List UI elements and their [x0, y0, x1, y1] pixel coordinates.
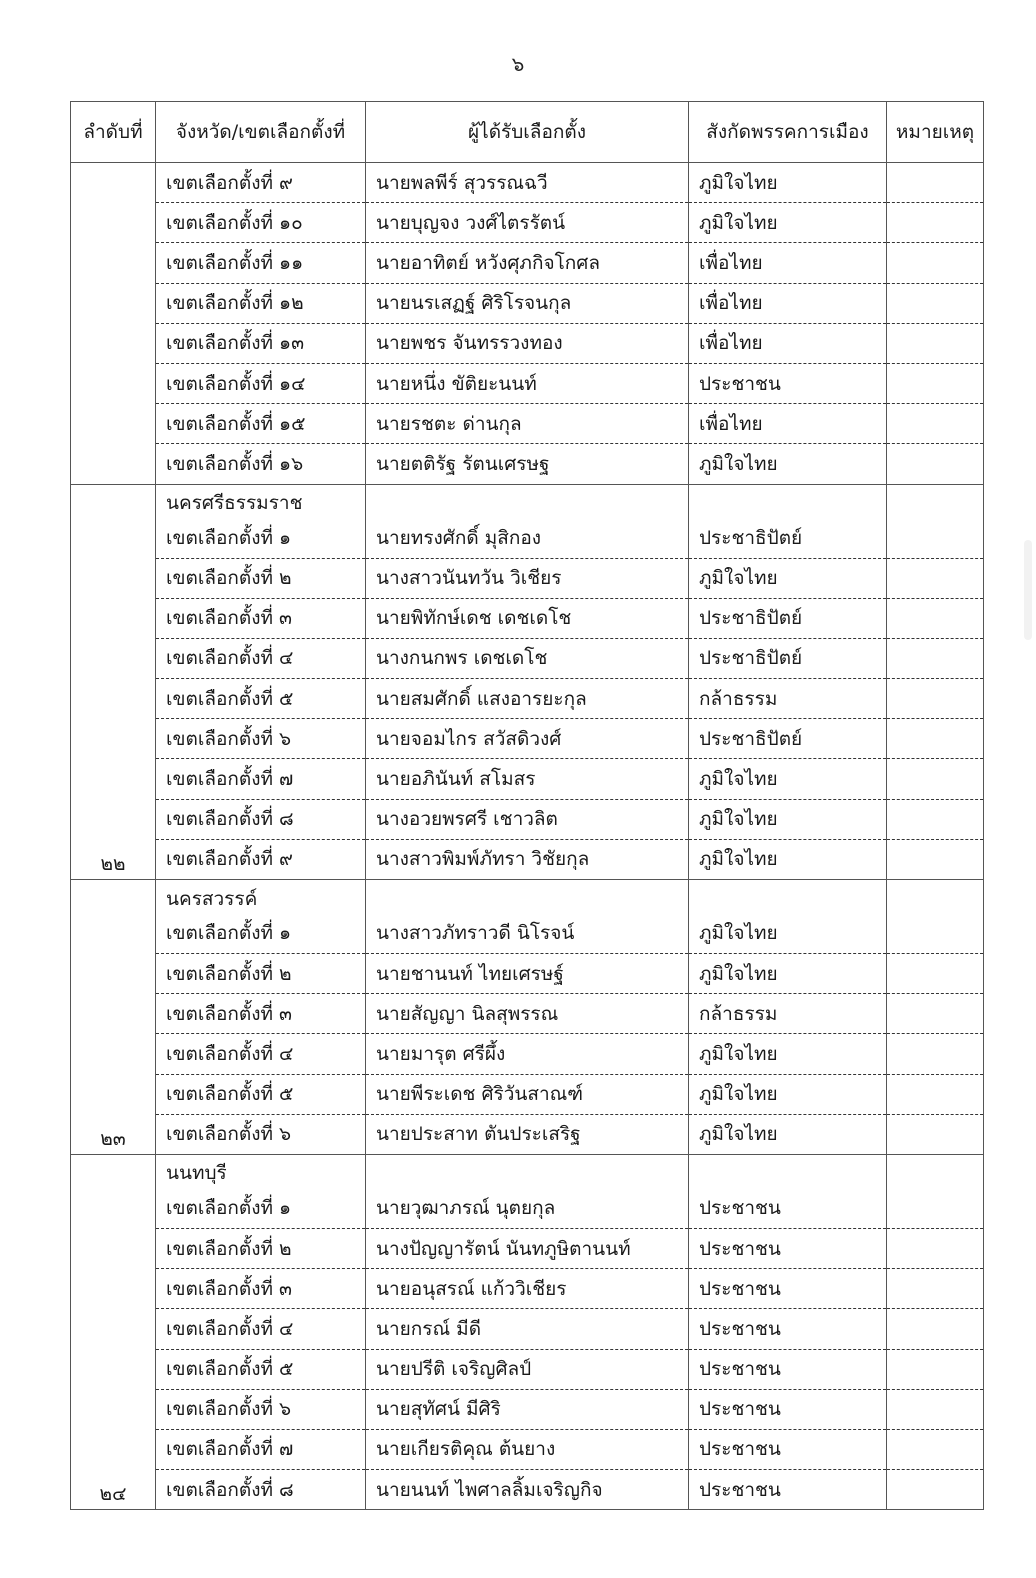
- party: เพื่อไทย: [689, 243, 887, 283]
- table-row: [71, 598, 984, 638]
- order-number: ๒๒: [71, 484, 156, 880]
- elected-person: นายสุทัศน์ มีศิริ: [366, 1389, 689, 1429]
- table-row: [71, 994, 984, 1034]
- district: เขตเลือกตั้งที่ ๖: [156, 1389, 366, 1429]
- elected-person: นายทรงศักดิ์ มุสิกอง: [366, 518, 689, 558]
- table-row: [71, 1470, 984, 1510]
- note: [887, 759, 984, 799]
- note: [887, 283, 984, 323]
- note: [887, 558, 984, 598]
- party: ประชาธิปัตย์: [689, 518, 887, 558]
- note: [887, 1228, 984, 1268]
- district: เขตเลือกตั้งที่ ๙: [156, 163, 366, 203]
- note: [887, 484, 984, 518]
- party: [689, 880, 887, 914]
- table-row: [71, 1309, 984, 1349]
- party: ประชาชน: [689, 1269, 887, 1309]
- elected-person: [366, 880, 689, 914]
- table-row: [71, 1228, 984, 1268]
- header-elected-person: ผู้ได้รับเลือกตั้ง: [366, 102, 689, 163]
- district: เขตเลือกตั้งที่ ๓: [156, 598, 366, 638]
- elected-person: นายนนท์ ไพศาลลิ้มเจริญกิจ: [366, 1470, 689, 1510]
- elected-person: นายประสาท ตันประเสริฐ: [366, 1114, 689, 1154]
- header-order: ลำดับที่: [71, 102, 156, 163]
- note: [887, 914, 984, 954]
- table-row: [71, 363, 984, 403]
- note: [887, 518, 984, 558]
- district: เขตเลือกตั้งที่ ๑๕: [156, 404, 366, 444]
- table-row: [71, 799, 984, 839]
- note: [887, 1470, 984, 1510]
- table-row: [71, 558, 984, 598]
- district: เขตเลือกตั้งที่ ๘: [156, 1470, 366, 1510]
- district: เขตเลือกตั้งที่ ๓: [156, 1269, 366, 1309]
- table-row: [71, 679, 984, 719]
- elected-person: นายอนุสรณ์ แก้ววิเชียร: [366, 1269, 689, 1309]
- district: เขตเลือกตั้งที่ ๔: [156, 1034, 366, 1074]
- party: กล้าธรรม: [689, 994, 887, 1034]
- party: ภูมิใจไทย: [689, 914, 887, 954]
- district: เขตเลือกตั้งที่ ๒: [156, 1228, 366, 1268]
- header-note: หมายเหตุ: [887, 102, 984, 163]
- note: [887, 1389, 984, 1429]
- table-row: [71, 1074, 984, 1114]
- party: [689, 1154, 887, 1188]
- district: เขตเลือกตั้งที่ ๑๒: [156, 283, 366, 323]
- elected-person: นายหนึ่ง ขัติยะนนท์: [366, 363, 689, 403]
- district: เขตเลือกตั้งที่ ๑: [156, 1188, 366, 1228]
- party: ภูมิใจไทย: [689, 759, 887, 799]
- table-row: [71, 914, 984, 954]
- party: ประชาชน: [689, 1228, 887, 1268]
- header-province-district: จังหวัด/เขตเลือกตั้งที่: [156, 102, 366, 163]
- province-row: [71, 484, 984, 518]
- order-number: ๒๓: [71, 880, 156, 1155]
- note: [887, 1188, 984, 1228]
- party: ภูมิใจไทย: [689, 1074, 887, 1114]
- table-row: [71, 1349, 984, 1389]
- district: เขตเลือกตั้งที่ ๖: [156, 719, 366, 759]
- district: เขตเลือกตั้งที่ ๑๓: [156, 323, 366, 363]
- party: ประชาธิปัตย์: [689, 598, 887, 638]
- elected-person: นายปรีติ เจริญศิลป์: [366, 1349, 689, 1389]
- elected-person: นางสาวนันทวัน วิเชียร: [366, 558, 689, 598]
- party: ภูมิใจไทย: [689, 839, 887, 879]
- district: เขตเลือกตั้งที่ ๕: [156, 1349, 366, 1389]
- note: [887, 1269, 984, 1309]
- elected-person: นางอวยพรศรี เชาวลิต: [366, 799, 689, 839]
- elected-person: [366, 1154, 689, 1188]
- table-row: [71, 323, 984, 363]
- elected-person: นายอาทิตย์ หวังศุภกิจโกศล: [366, 243, 689, 283]
- province-name: นครศรีธรรมราช: [156, 484, 366, 518]
- elected-person: นางปัญญารัตน์ นันทภูษิตานนท์: [366, 1228, 689, 1268]
- note: [887, 1349, 984, 1389]
- elected-person: นายเกียรติคุณ ต้นยาง: [366, 1429, 689, 1469]
- elected-person: นายรชตะ ด่านกุล: [366, 404, 689, 444]
- party: ภูมิใจไทย: [689, 163, 887, 203]
- table-body: [71, 163, 984, 1510]
- elected-person: นายพิทักษ์เดช เดชเดโช: [366, 598, 689, 638]
- district: เขตเลือกตั้งที่ ๗: [156, 1429, 366, 1469]
- province-row: [71, 1154, 984, 1188]
- page-number: ๖: [511, 52, 525, 76]
- party: ภูมิใจไทย: [689, 1114, 887, 1154]
- elected-person: นายมารุต ศรีผึ้ง: [366, 1034, 689, 1074]
- note: [887, 598, 984, 638]
- table-row: [71, 638, 984, 678]
- note: [887, 638, 984, 678]
- header-party: สังกัดพรรคการเมือง: [689, 102, 887, 163]
- elected-person: นายพชร จันทรรวงทอง: [366, 323, 689, 363]
- scrollbar[interactable]: [1024, 540, 1032, 640]
- party: ประชาชน: [689, 363, 887, 403]
- party: ประชาชน: [689, 1429, 887, 1469]
- note: [887, 444, 984, 484]
- note: [887, 880, 984, 914]
- table-row: [71, 1188, 984, 1228]
- district: เขตเลือกตั้งที่ ๗: [156, 759, 366, 799]
- district: เขตเลือกตั้งที่ ๑: [156, 914, 366, 954]
- elected-person: นายสัญญา นิลสุพรรณ: [366, 994, 689, 1034]
- table-row: [71, 404, 984, 444]
- note: [887, 719, 984, 759]
- party: เพื่อไทย: [689, 283, 887, 323]
- note: [887, 1429, 984, 1469]
- district: เขตเลือกตั้งที่ ๔: [156, 1309, 366, 1349]
- note: [887, 323, 984, 363]
- elected-person: นายนรเสฏฐ์ ศิริโรจนกุล: [366, 283, 689, 323]
- party: ภูมิใจไทย: [689, 954, 887, 994]
- district: เขตเลือกตั้งที่ ๒: [156, 558, 366, 598]
- district: เขตเลือกตั้งที่ ๕: [156, 679, 366, 719]
- elected-person: นายกรณ์ มีดี: [366, 1309, 689, 1349]
- district: เขตเลือกตั้งที่ ๕: [156, 1074, 366, 1114]
- district: เขตเลือกตั้งที่ ๑๑: [156, 243, 366, 283]
- table-row: [71, 444, 984, 484]
- party: ภูมิใจไทย: [689, 203, 887, 243]
- table-row: [71, 839, 984, 879]
- elected-person: นายพีระเดช ศิริวันสาณฑ์: [366, 1074, 689, 1114]
- party: กล้าธรรม: [689, 679, 887, 719]
- party: เพื่อไทย: [689, 323, 887, 363]
- district: เขตเลือกตั้งที่ ๒: [156, 954, 366, 994]
- note: [887, 799, 984, 839]
- party: ภูมิใจไทย: [689, 799, 887, 839]
- party: ประชาชน: [689, 1470, 887, 1510]
- party: ประชาชน: [689, 1309, 887, 1349]
- table-row: [71, 203, 984, 243]
- district: เขตเลือกตั้งที่ ๑๖: [156, 444, 366, 484]
- district: เขตเลือกตั้งที่ ๓: [156, 994, 366, 1034]
- table-row: [71, 1429, 984, 1469]
- table-row: [71, 719, 984, 759]
- table-header: [71, 102, 984, 163]
- party: เพื่อไทย: [689, 404, 887, 444]
- note: [887, 839, 984, 879]
- party: [689, 484, 887, 518]
- party: ประชาชน: [689, 1389, 887, 1429]
- elected-person: นายอภินันท์ สโมสร: [366, 759, 689, 799]
- party: ประชาธิปัตย์: [689, 719, 887, 759]
- district: เขตเลือกตั้งที่ ๑๔: [156, 363, 366, 403]
- table-row: [71, 283, 984, 323]
- party: ภูมิใจไทย: [689, 444, 887, 484]
- note: [887, 954, 984, 994]
- note: [887, 1074, 984, 1114]
- elected-person: นางสาวภัทราวดี นิโรจน์: [366, 914, 689, 954]
- elected-person: นายบุญจง วงศ์ไตรรัตน์: [366, 203, 689, 243]
- elected-person: [366, 484, 689, 518]
- district: เขตเลือกตั้งที่ ๑: [156, 518, 366, 558]
- order-number: [71, 163, 156, 485]
- elected-person: นายตติรัฐ รัตนเศรษฐ: [366, 444, 689, 484]
- table-row: [71, 759, 984, 799]
- party: ภูมิใจไทย: [689, 1034, 887, 1074]
- province-name: นนทบุรี: [156, 1154, 366, 1188]
- note: [887, 1034, 984, 1074]
- province-name: นครสวรรค์: [156, 880, 366, 914]
- note: [887, 163, 984, 203]
- party: ภูมิใจไทย: [689, 558, 887, 598]
- elected-person: นายพลพีร์ สุวรรณฉวี: [366, 163, 689, 203]
- elected-person: นายชานนท์ ไทยเศรษฐ์: [366, 954, 689, 994]
- elected-person: นายจอมไกร สวัสดิวงศ์: [366, 719, 689, 759]
- district: เขตเลือกตั้งที่ ๔: [156, 638, 366, 678]
- party: ประชาชน: [689, 1349, 887, 1389]
- table-row: [71, 1269, 984, 1309]
- table-row: [71, 518, 984, 558]
- district: เขตเลือกตั้งที่ ๙: [156, 839, 366, 879]
- district: เขตเลือกตั้งที่ ๘: [156, 799, 366, 839]
- table-row: [71, 1114, 984, 1154]
- table-row: [71, 1389, 984, 1429]
- note: [887, 243, 984, 283]
- note: [887, 1114, 984, 1154]
- header-row: [71, 102, 984, 163]
- note: [887, 679, 984, 719]
- note: [887, 1309, 984, 1349]
- district: เขตเลือกตั้งที่ ๑๐: [156, 203, 366, 243]
- order-number: ๒๔: [71, 1154, 156, 1509]
- note: [887, 1154, 984, 1188]
- election-results-table: [70, 101, 984, 1510]
- note: [887, 203, 984, 243]
- table-row: [71, 954, 984, 994]
- elected-person: นางกนกพร เดชเดโช: [366, 638, 689, 678]
- note: [887, 994, 984, 1034]
- elected-person: นายสมศักดิ์ แสงอารยะกุล: [366, 679, 689, 719]
- note: [887, 404, 984, 444]
- district: เขตเลือกตั้งที่ ๖: [156, 1114, 366, 1154]
- province-row: [71, 880, 984, 914]
- elected-person: นางสาวพิมพ์ภัทรา วิชัยกุล: [366, 839, 689, 879]
- table-row: [71, 1034, 984, 1074]
- party: ประชาชน: [689, 1188, 887, 1228]
- table-row: [71, 243, 984, 283]
- party: ประชาธิปัตย์: [689, 638, 887, 678]
- table-row: [71, 163, 984, 203]
- note: [887, 363, 984, 403]
- elected-person: นายวุฒาภรณ์ นุตยกุล: [366, 1188, 689, 1228]
